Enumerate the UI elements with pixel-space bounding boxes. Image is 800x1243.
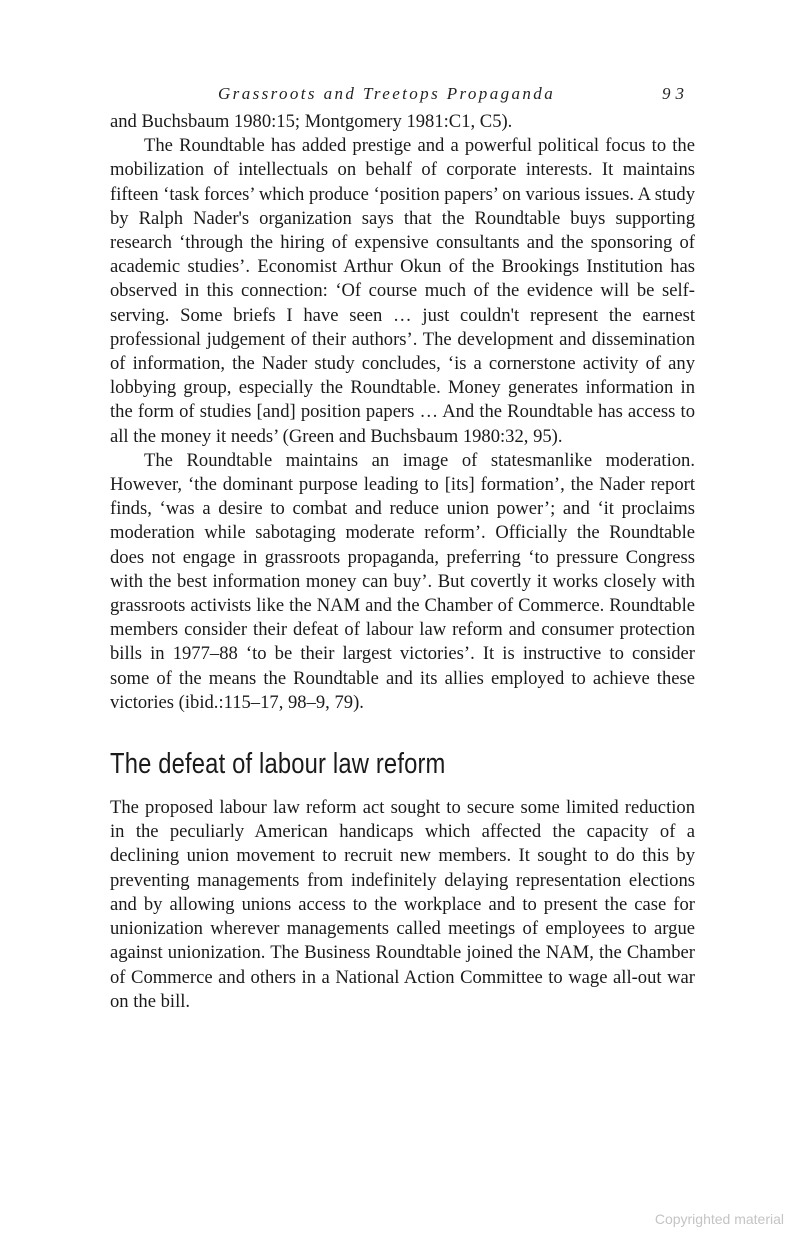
paragraph-roundtable-moderation: The Roundtable maintains an image of statesmanlike moderation. However, ‘the dominant purpose leading to [its] formation’, the Nader report finds, ‘was a desire to combat and reduce union power’; and ‘it proclaims moderation while sabotaging moderate reform’. Officially the Roundtable does not engage in grassroots propaganda, preferring ‘to pressure Congress with the best information money can buy’. But covertly it works closely with grassroots activists like the NAM and the Chamber of Commerce. Roundtable members consider their defeat of labour law reform and consumer protection bills in 1977–88 ‘to be their largest victories’. It is instructive to consider some of the means the Roundtable and its allies employed to achieve these victories (ibid.:115–17, 98–9, 79). xyxy=(110,449,695,713)
paragraph-labour-law-reform: The proposed labour law reform act sought to secure some limited reduction in the peculiarly American handicaps which affected the capacity of a declining union movement to recruit new members. It sought to do this by preventing managements from indefinitely delaying representation elections and by allowing unions access to the workplace and to present the case for unionization wherever managements called meetings of employees to argue against unionization. The Business Roundtable joined the NAM, the Chamber of Commerce and others in a National Action Committee to wage all-out war on the bill. xyxy=(110,797,695,1012)
paragraph-roundtable-prestige: The Roundtable has added prestige and a powerful political focus to the mobilization of intellectuals on behalf of corporate interests. It maintains fifteen ‘task forces’ which produce ‘position papers’ on various issues. A study by Ralph Nader's organization says that the Roundtable buys supporting research ‘through the hiring of expensive consultants and the sponsoring of academic studies’. Economist Arthur Okun of the Brookings Institution has observed in this connection: ‘Of course much of the evidence will be self-serving. Some briefs I have seen … just couldn't represent the earnest professional judgement of their authors’. The development and dissemination of information, the Nader study concludes, ‘is a cornerstone activity of any lobbying group, especially the Roundtable. Money generates information in the form of studies [and] position papers … And the Roundtable has access to all the money it needs’ (Green and Buchsbaum 1980:32, 95). xyxy=(110,135,695,447)
paragraph-continuation: and Buchsbaum 1980:15; Montgomery 1981:C1, C5). xyxy=(110,111,513,132)
section-heading: The defeat of labour law reform xyxy=(110,748,446,781)
book-page xyxy=(110,80,695,1014)
copyright-watermark: Copyrighted material xyxy=(654,1211,784,1227)
running-head xyxy=(110,80,695,110)
page-number: 93 xyxy=(662,84,689,103)
running-title: Grassroots and Treetops Propaganda xyxy=(218,84,556,103)
